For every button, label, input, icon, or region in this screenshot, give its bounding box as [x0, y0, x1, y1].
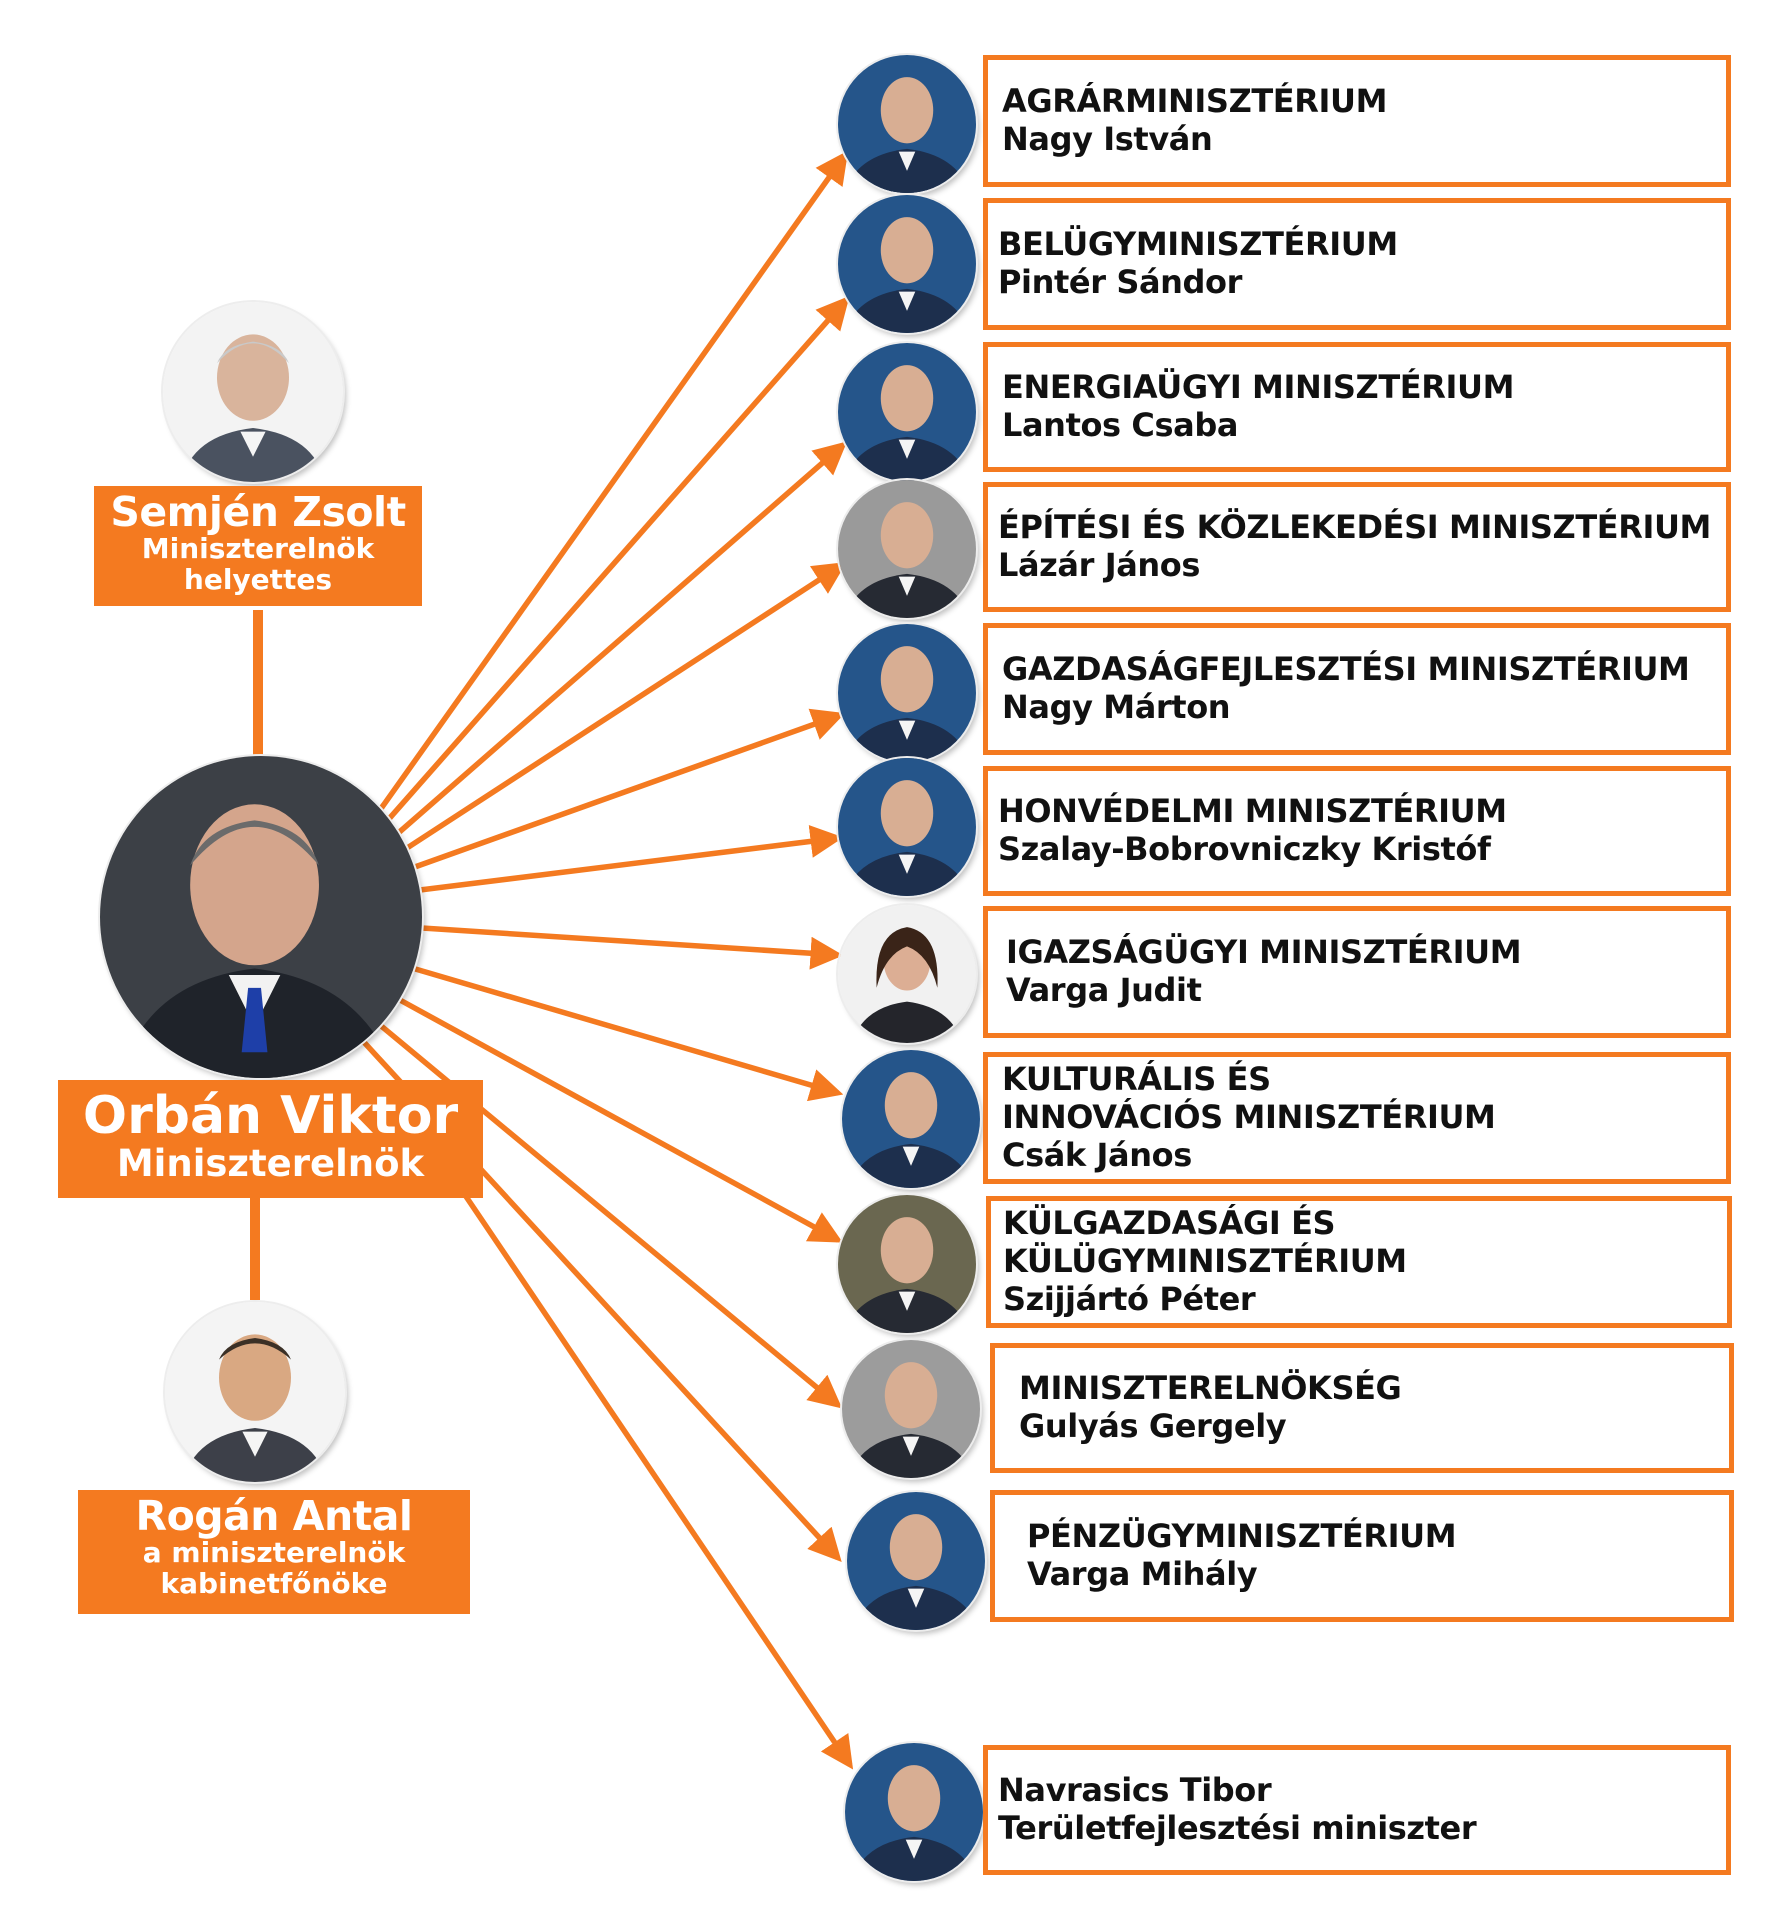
pm-title: Miniszterelnök: [116, 1142, 425, 1186]
ministry-box-epitesi: [983, 482, 1731, 612]
ministry-minister: Varga Mihály: [1027, 1555, 1258, 1593]
minister-photo-miniszterelnokseg: [842, 1340, 980, 1478]
minister-photo-kulgazdasagi: [838, 1195, 976, 1333]
minister-photo-honvedelmi: [838, 758, 976, 896]
ministry-box-belugy: [983, 198, 1731, 330]
ministry-title: KULTURÁLIS ÉS INNOVÁCIÓS MINISZTÉRIUM: [1002, 1060, 1496, 1137]
arrow-to-epitesi: [404, 565, 842, 850]
arrow-to-teruletfejlesztes: [465, 1195, 850, 1765]
deputy-title-line1: Miniszterelnök: [141, 532, 375, 566]
arrow-to-honvedelmi: [420, 838, 838, 890]
ministry-title: IGAZSÁGÜGYI MINISZTÉRIUM: [1006, 933, 1522, 972]
ministry-title: GAZDASÁGFEJLESZTÉSI MINISZTÉRIUM: [1002, 650, 1690, 689]
pm-name: Orbán Viktor: [82, 1086, 459, 1146]
deputy-label: [94, 486, 422, 606]
ministry-minister: Nagy Márton: [1002, 688, 1231, 726]
deputy-photo: [163, 302, 343, 482]
minister-photo-gazdasag: [838, 624, 976, 762]
ministry-minister: Területfejlesztési miniszter: [998, 1809, 1477, 1847]
ministry-minister: Csák János: [1002, 1135, 1192, 1174]
ministry-box-igazsagugyi: [983, 906, 1731, 1038]
ministry-minister: Szalay-Bobrovniczky Kristóf: [998, 830, 1491, 868]
minister-photo-kulturalis: [842, 1050, 980, 1188]
deputy-title-line2: helyettes: [183, 562, 333, 596]
arrow-to-belugy: [388, 300, 846, 820]
arrow-to-igazsagugyi: [422, 928, 838, 955]
ministry-minister: Szijjártó Péter: [1003, 1279, 1256, 1318]
chief-title-line2: kabinetfőnöke: [160, 1566, 388, 1600]
ministry-title: ÉPÍTÉSI ÉS KÖZLEKEDÉSI MINISZTÉRIUM: [998, 508, 1711, 547]
minister-photo-penzugy: [847, 1492, 985, 1630]
ministry-box-miniszterelnokseg: [990, 1343, 1734, 1473]
ministry-minister: Nagy István: [1002, 120, 1213, 158]
arrow-to-energia: [396, 445, 843, 835]
chief-photo: [165, 1302, 345, 1482]
ministry-minister: Lázár János: [998, 546, 1201, 584]
minister-photo-teruletfejlesztes: [845, 1743, 983, 1881]
ministry-box-agrar: [983, 55, 1731, 187]
ministry-title: ENERGIAÜGYI MINISZTÉRIUM: [1002, 368, 1515, 407]
ministry-box-teruletfejlesztes: [983, 1745, 1731, 1875]
chief-name: Rogán Antal: [135, 1492, 413, 1540]
ministry-box-kulgazdasagi: [986, 1196, 1732, 1328]
ministry-title: KÜLGAZDASÁGI ÉS KÜLÜGYMINISZTÉRIUM: [1003, 1204, 1407, 1281]
ministry-box-kulturalis: [983, 1052, 1731, 1184]
ministry-title: PÉNZÜGYMINISZTÉRIUM: [1027, 1517, 1457, 1556]
arrow-to-kulturalis: [412, 968, 838, 1093]
ministry-box-honvedelmi: [983, 766, 1731, 896]
minister-photo-agrar: [838, 55, 976, 193]
ministry-box-penzugy: [990, 1490, 1734, 1622]
minister-photo-energia: [838, 343, 976, 481]
pm-label: [58, 1080, 483, 1198]
ministry-title: MINISZTERELNÖKSÉG: [1019, 1369, 1402, 1408]
ministry-box-energia: [983, 342, 1731, 472]
ministry-title: AGRÁRMINISZTÉRIUM: [1002, 82, 1388, 121]
pm-photo: [100, 756, 422, 1078]
chief-title-line1: a miniszterelnök: [142, 1536, 406, 1570]
chief-label: [78, 1490, 470, 1614]
ministry-box-gazdasag: [983, 623, 1731, 755]
minister-photo-epitesi: [838, 480, 976, 618]
ministry-minister: Gulyás Gergely: [1019, 1407, 1287, 1445]
ministry-minister: Varga Judit: [1006, 971, 1202, 1009]
ministry-title: BELÜGYMINISZTÉRIUM: [998, 225, 1398, 264]
deputy-name: Semjén Zsolt: [110, 488, 406, 536]
ministry-minister: Pintér Sándor: [998, 263, 1243, 301]
minister-photo-belugy: [838, 195, 976, 333]
ministry-title: HONVÉDELMI MINISZTÉRIUM: [998, 792, 1507, 831]
minister-photo-igazsagugyi: [838, 905, 976, 1043]
ministry-minister: Lantos Csaba: [1002, 406, 1239, 444]
ministry-title: Navrasics Tibor: [998, 1771, 1272, 1810]
